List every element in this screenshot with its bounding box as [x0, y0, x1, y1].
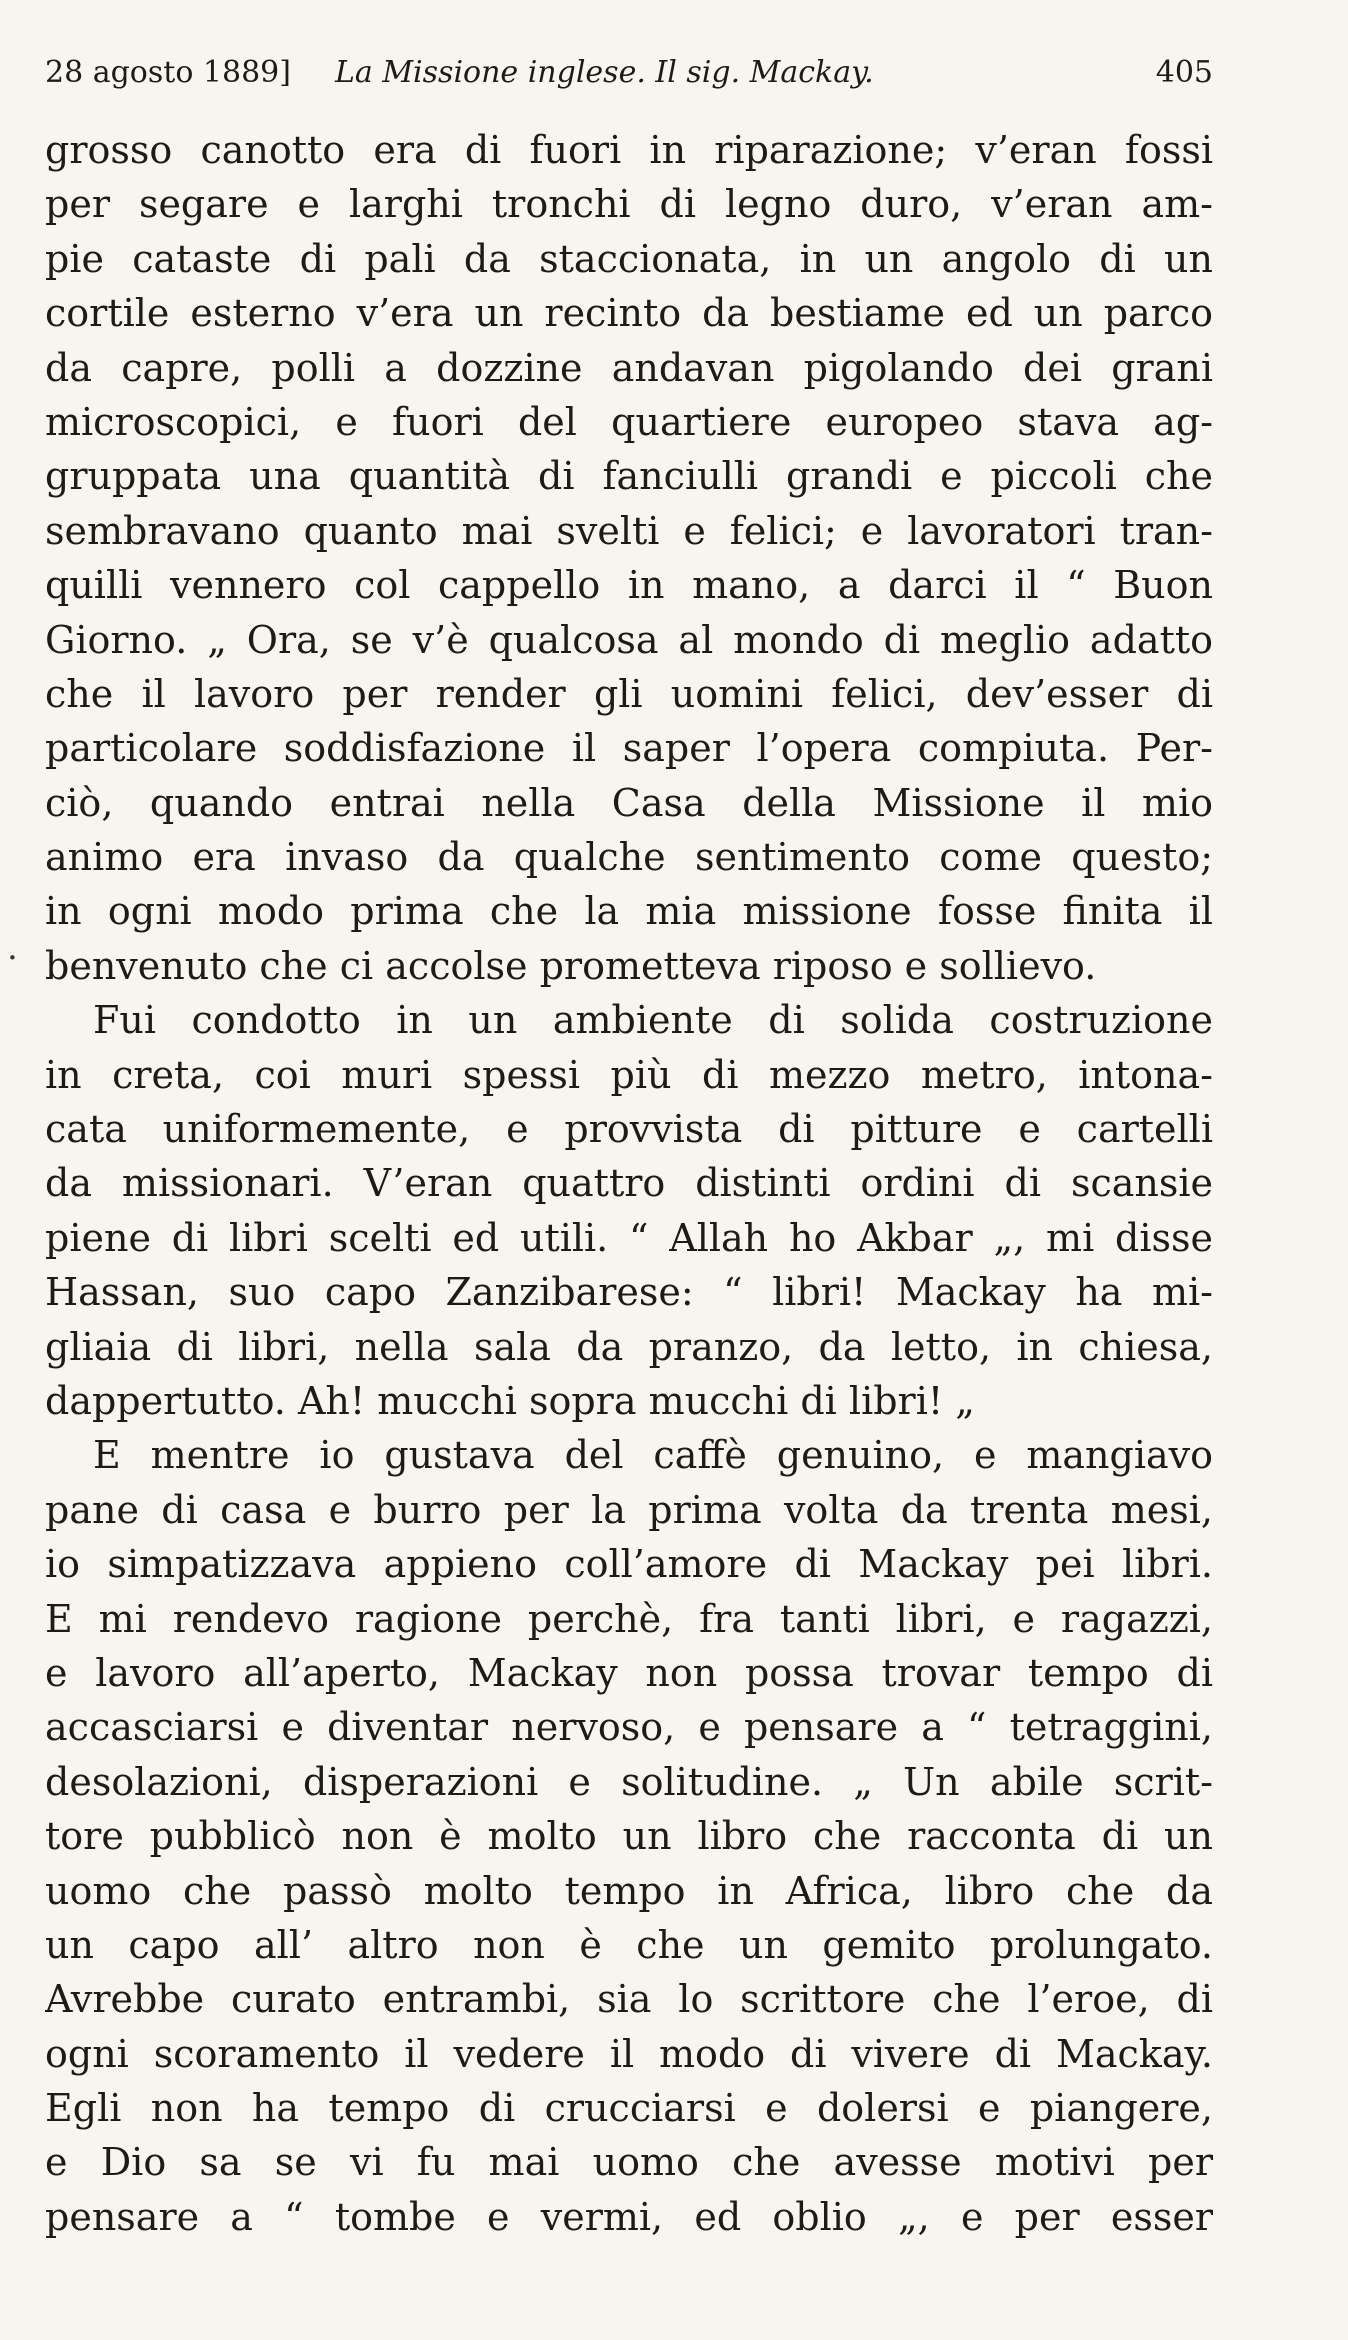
text-line: che il lavoro per render gli uomini felici, dev’esser di: [45, 671, 1213, 716]
text-line: E mentre io gustava del caffè genuino, e mangiavo: [93, 1433, 1213, 1478]
text-line: gliaia di libri, nella sala da pranzo, da letto, in chiesa,: [45, 1324, 1213, 1369]
text-line: e Dio sa se vi fu mai uomo che avesse motivi per: [45, 2140, 1213, 2185]
text-line: pane di casa e burro per la prima volta da trenta mesi,: [45, 1487, 1213, 1532]
header-date: 28 agosto 1889]: [45, 55, 291, 90]
text-line: animo era invaso da qualche sentimento come questo;: [45, 835, 1213, 880]
text-line: tore pubblicò non è molto un libro che racconta di un: [45, 1814, 1213, 1859]
text-line: cortile esterno v’era un recinto da bestiame ed un parco: [45, 291, 1213, 336]
text-line: Avrebbe curato entrambi, sia lo scrittore che l’eroe, di: [45, 1977, 1213, 2022]
text-line: microscopici, e fuori del quartiere europeo stava ag-: [45, 399, 1213, 444]
margin-mark: .: [7, 928, 18, 968]
text-line: pensare a “ tombe e vermi, ed oblio „, e per esser: [45, 2194, 1213, 2239]
page-number: 405: [1155, 55, 1213, 90]
text-line: da missionari. V’eran quattro distinti ordini di scansie: [45, 1161, 1213, 1206]
text-line: da capre, polli a dozzine andavan pigolando dei grani: [45, 345, 1213, 390]
text-line: accasciarsi e diventar nervoso, e pensare a “ tetraggini,: [45, 1705, 1213, 1750]
text-line: Fui condotto in un ambiente di solida costruzione: [93, 998, 1213, 1043]
text-line: piene di libri scelti ed utili. “ Allah ho Akbar „, mi disse: [45, 1215, 1213, 1260]
text-line: uomo che passò molto tempo in Africa, libro che da: [45, 1868, 1213, 1913]
text-line: cata uniformemente, e provvista di pitture e cartelli: [45, 1107, 1213, 1152]
text-line: quilli vennero col cappello in mano, a darci il “ Buon: [45, 563, 1213, 608]
text-line: grosso canotto era di fuori in riparazione; v’eran fossi: [45, 128, 1213, 172]
text-line: io simpatizzava appieno coll’amore di Mackay pei libri.: [45, 1542, 1213, 1587]
text-line: gruppata una quantità di fanciulli grandi e piccoli che: [45, 454, 1213, 499]
text-line: in creta, coi muri spessi più di mezzo metro, intona-: [45, 1052, 1213, 1097]
text-line: per segare e larghi tronchi di legno duro, v’eran am-: [45, 182, 1213, 227]
header-title: La Missione inglese. Il sig. Mackay.: [335, 55, 874, 90]
text-line: Giorno. „ Ora, se v’è qualcosa al mondo di meglio adatto: [45, 617, 1213, 662]
text-line: in ogni modo prima che la mia missione fosse finita il: [45, 889, 1213, 934]
text-line: Hassan, suo capo Zanzibarese: “ libri! Mackay ha mi-: [45, 1270, 1213, 1315]
text-line: particolare soddisfazione il saper l’opera compiuta. Per-: [45, 726, 1213, 771]
text-line: pie cataste di pali da staccionata, in un angolo di un: [45, 236, 1213, 281]
text-line: ciò, quando entrai nella Casa della Missione il mio: [45, 780, 1213, 825]
text-line: ogni scoramento il vedere il modo di vivere di Mackay.: [45, 2031, 1213, 2076]
text-line: e lavoro all’aperto, Mackay non possa trovar tempo di: [45, 1650, 1213, 1695]
text-line: E mi rendevo ragione perchè, fra tanti libri, e ragazzi,: [45, 1596, 1213, 1641]
text-line: sembravano quanto mai svelti e felici; e lavoratori tran-: [45, 508, 1213, 553]
text-line: dappertutto. Ah! mucchi sopra mucchi di libri! „: [45, 1378, 975, 1423]
body-text: [45, 123, 1213, 2244]
text-line: desolazioni, disperazioni e solitudine. „ Un abile scrit-: [45, 1759, 1213, 1804]
text-line: un capo all’ altro non è che un gemito prolungato.: [45, 1922, 1213, 1967]
text-line: benvenuto che ci accolse prometteva riposo e sollievo.: [45, 943, 1097, 988]
running-header: [45, 51, 1213, 95]
text-line: Egli non ha tempo di crucciarsi e dolersi e piangere,: [45, 2086, 1213, 2131]
